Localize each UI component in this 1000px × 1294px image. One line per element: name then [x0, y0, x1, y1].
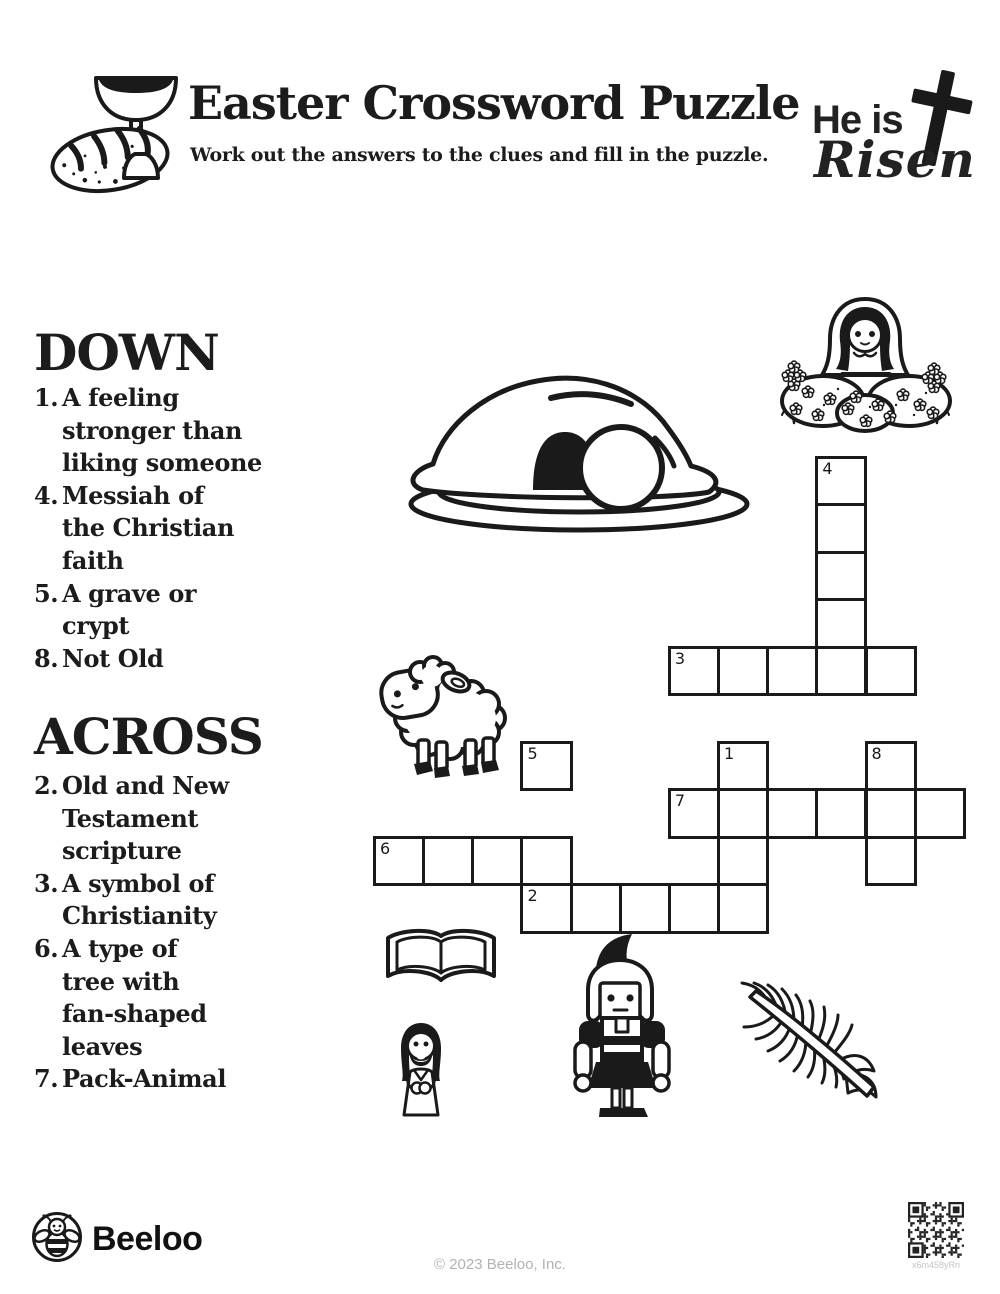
he-is-risen-badge	[810, 68, 980, 198]
he-is-text: He is	[812, 98, 903, 142]
beeloo-brand-text: Beeloo	[92, 1220, 203, 1258]
crossword-cell[interactable]	[668, 788, 720, 839]
clue-text: Messiah of	[62, 480, 204, 510]
clue-number: 4.	[34, 480, 59, 510]
clue-text: liking someone	[62, 448, 262, 478]
crossword-cell[interactable]	[520, 741, 572, 792]
crossword-cell[interactable]	[717, 883, 769, 934]
crossword-cell[interactable]	[520, 883, 572, 934]
crossword-cell[interactable]	[373, 836, 425, 887]
clue-down-4	[34, 480, 324, 578]
crossword-cell[interactable]	[766, 788, 818, 839]
clue-down-8	[34, 643, 324, 676]
qr-code-label: x6m458yRn	[911, 1260, 961, 1270]
clue-text: Testament	[62, 803, 199, 833]
clue-text: the Christian	[62, 513, 234, 543]
clue-text: Old and New	[62, 771, 229, 800]
clue-across-2	[34, 770, 324, 868]
bread-and-chalice-illustration	[38, 70, 190, 194]
clue-number: 8.	[34, 643, 59, 673]
clue-number: 5.	[34, 578, 59, 608]
crossword-cell[interactable]	[815, 456, 867, 507]
across-heading: ACROSS	[34, 707, 263, 766]
crossword-cell[interactable]	[815, 598, 867, 649]
clue-text: crypt	[62, 611, 130, 641]
clue-text: A grave or	[62, 578, 197, 608]
crossword-cell[interactable]	[865, 836, 917, 887]
page-title: Easter Crossword Puzzle	[188, 76, 800, 130]
crossword-cell[interactable]	[668, 646, 720, 697]
crossword-cell[interactable]	[766, 646, 818, 697]
jesus-figure-illustration	[392, 1020, 450, 1120]
clue-text: fan-shaped	[62, 999, 207, 1029]
crossword-cell[interactable]	[717, 646, 769, 697]
clue-across-6	[34, 933, 324, 1063]
crossword-cell[interactable]	[865, 646, 917, 697]
clue-text: scripture	[62, 836, 182, 866]
cell-number: 2	[527, 886, 538, 906]
down-heading: DOWN	[34, 323, 219, 382]
cell-number: 7	[674, 791, 686, 811]
clue-text: tree with	[62, 966, 180, 996]
crossword-cell[interactable]	[815, 788, 867, 839]
cell-number: 1	[724, 743, 735, 763]
crossword-cell[interactable]	[865, 788, 917, 839]
cell-number: 3	[674, 648, 686, 668]
cell-number: 4	[822, 458, 833, 478]
clue-number: 3.	[34, 868, 59, 898]
clue-across-7	[34, 1063, 324, 1096]
across-clues	[34, 770, 324, 1096]
crossword-cell[interactable]	[815, 551, 867, 602]
crossword-cell[interactable]	[717, 836, 769, 887]
roman-soldier-illustration	[566, 926, 678, 1122]
crossword-cell[interactable]	[422, 836, 474, 887]
open-bible-illustration	[382, 924, 500, 996]
cell-number: 5	[527, 743, 538, 763]
copyright-text: © 2023 Beeloo, Inc.	[434, 1256, 566, 1273]
crossword-cell[interactable]	[717, 741, 769, 792]
cell-number: 6	[380, 838, 391, 858]
crossword-cell[interactable]	[717, 788, 769, 839]
clue-down-1	[34, 382, 324, 480]
clue-number: 7.	[34, 1064, 59, 1094]
clue-text: Pack-Animal	[62, 1064, 227, 1094]
clue-text: A type of	[62, 933, 178, 963]
clue-text: stronger than	[62, 415, 243, 445]
clue-number: 6.	[34, 933, 59, 963]
crossword-cell[interactable]	[865, 741, 917, 792]
qr-code	[908, 1202, 964, 1258]
lamb-illustration	[362, 650, 514, 786]
crossword-cell[interactable]	[471, 836, 523, 887]
down-clues	[34, 382, 324, 675]
clue-number: 2.	[34, 771, 59, 800]
crossword-cell[interactable]	[815, 503, 867, 554]
crossword-cell[interactable]	[815, 646, 867, 697]
mary-with-flowers-illustration	[778, 297, 954, 433]
crossword-cell[interactable]	[914, 788, 966, 839]
clue-down-5	[34, 578, 324, 643]
clue-text: leaves	[62, 1031, 143, 1061]
empty-tomb-illustration	[393, 366, 765, 538]
clue-text: A feeling	[62, 383, 179, 412]
clue-text: faith	[62, 545, 124, 575]
risen-text: Risen	[814, 130, 976, 189]
clue-text: Not Old	[62, 643, 164, 673]
palm-branch-illustration	[726, 975, 896, 1111]
clue-text: A symbol of	[62, 868, 215, 898]
clue-text: Christianity	[62, 901, 217, 931]
page-subtitle: Work out the answers to the clues and fill in the puzzle.	[190, 144, 769, 166]
cell-number: 8	[871, 743, 882, 763]
clue-number: 1.	[34, 383, 59, 412]
crossword-cell[interactable]	[520, 836, 572, 887]
clue-across-3	[34, 868, 324, 933]
